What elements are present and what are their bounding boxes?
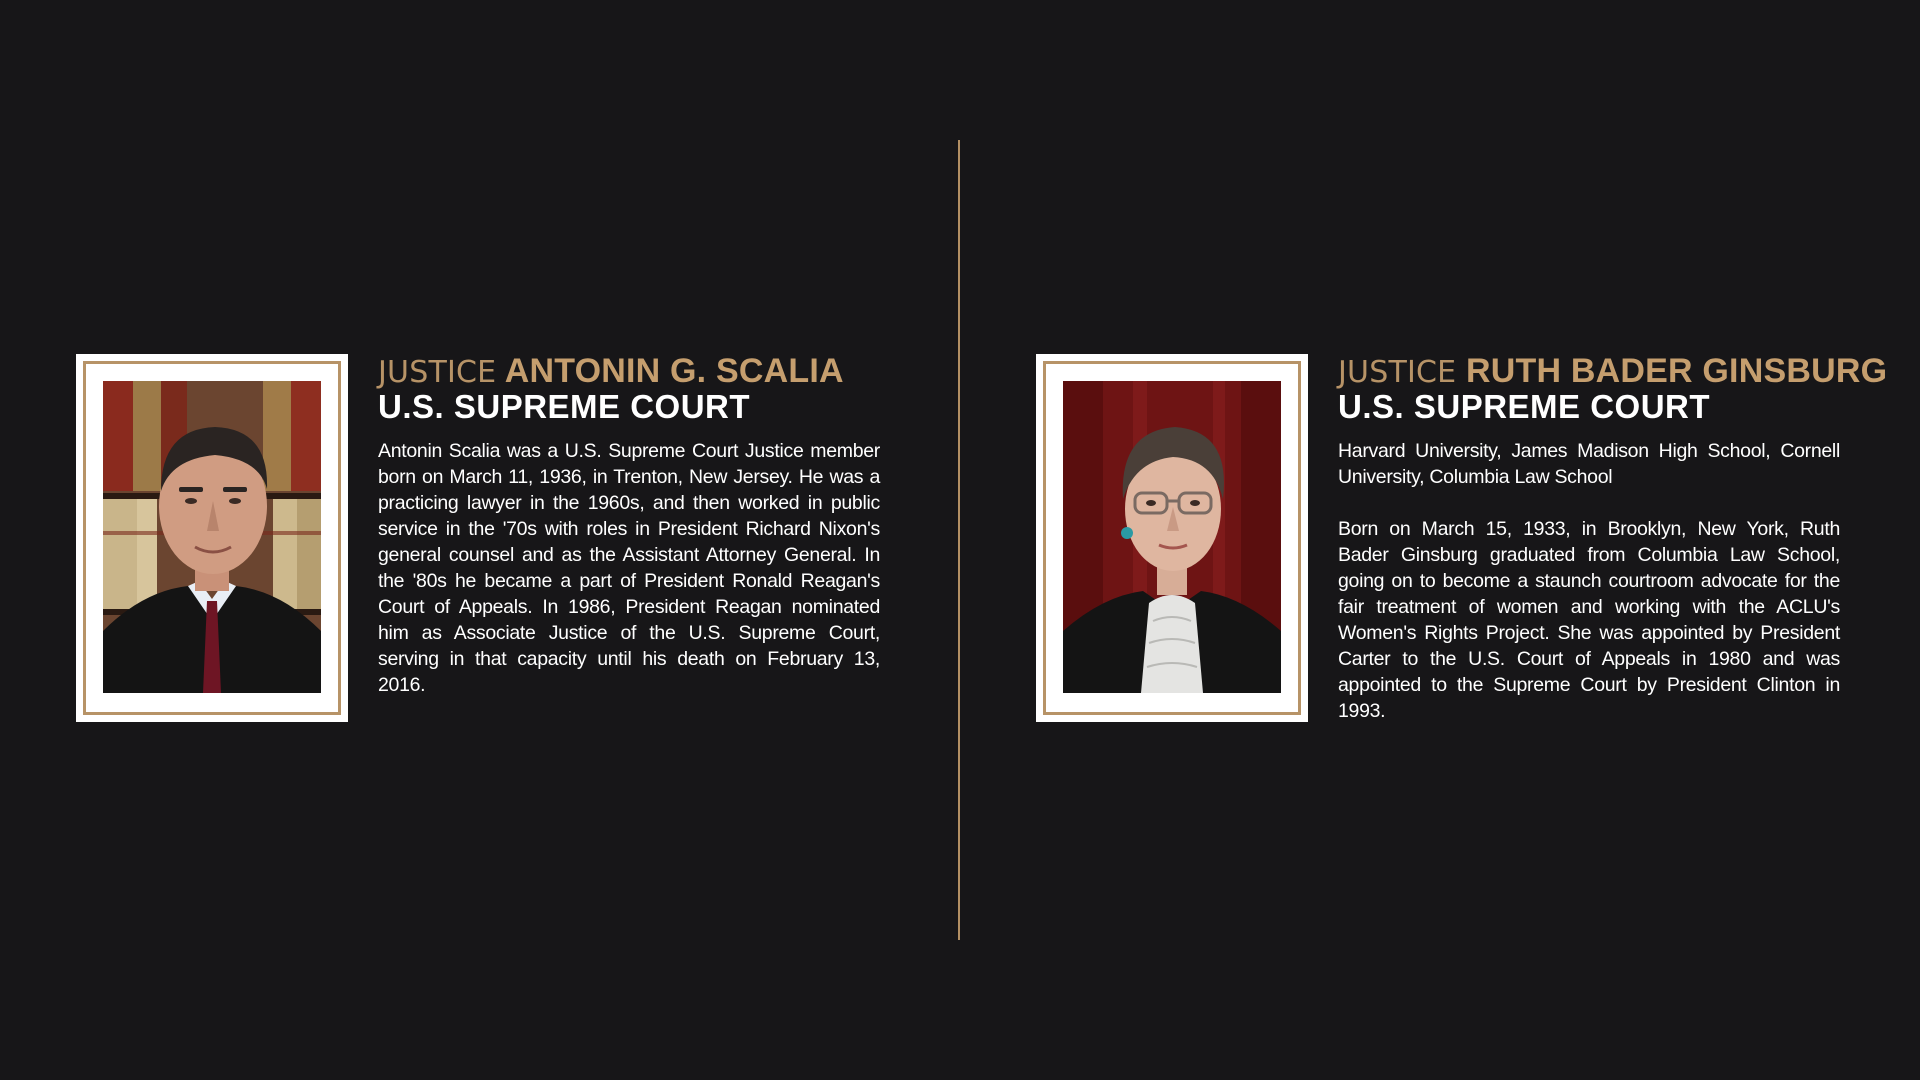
justice-name: ANTONIN G. SCALIA xyxy=(504,352,844,390)
justice-heading xyxy=(378,354,880,390)
portrait-photo-ginsburg xyxy=(1063,381,1281,693)
center-divider xyxy=(958,140,960,940)
portrait-frame xyxy=(1036,354,1308,722)
title-prefix: JUSTICE xyxy=(1338,355,1457,390)
biography-text: Born on March 15, 1933, in Brooklyn, New York, Ruth Bader Ginsburg graduated from Columbia Law School, going on to become a staunch courtroom advocate for the fair treatment of women and working with the ACLU's Women's Rights Project. She was appointed by President Carter to the U.S. Court of Appeals in 1980 and was appointed to the Supreme Court by President Clinton in 1993. xyxy=(1338,518,1840,722)
justice-text-block xyxy=(1338,352,1888,724)
education-text: Harvard University, James Madison High School, Cornell University, Columbia Law School xyxy=(1338,440,1840,488)
justice-heading xyxy=(1338,352,1888,390)
title-prefix: JUSTICE xyxy=(378,355,497,390)
portrait-photo-scalia xyxy=(103,381,321,693)
portrait-frame xyxy=(76,354,348,722)
court-name: U.S. SUPREME COURT xyxy=(378,388,751,425)
justice-name: RUTH BADER GINSBURG xyxy=(1465,352,1888,390)
court-name: U.S. SUPREME COURT xyxy=(1338,388,1711,425)
biography-text: Antonin Scalia was a U.S. Supreme Court Justice member born on March 11, 1936, in Trenton, New Jersey. He was a practicing lawyer in the 1960s, and then worked in public service in the '70s with roles in President Richard Nixon's general counsel and as the Assistant Attorney General. In the '80s he became a part of President Ronald Reagan's Court of Appeals. In 1986, President Reagan nominated him as Associate Justice of the U.S. Supreme Court, serving in that capacity until his death on February 13, 2016. xyxy=(378,440,880,696)
justice-text-block xyxy=(378,354,880,698)
